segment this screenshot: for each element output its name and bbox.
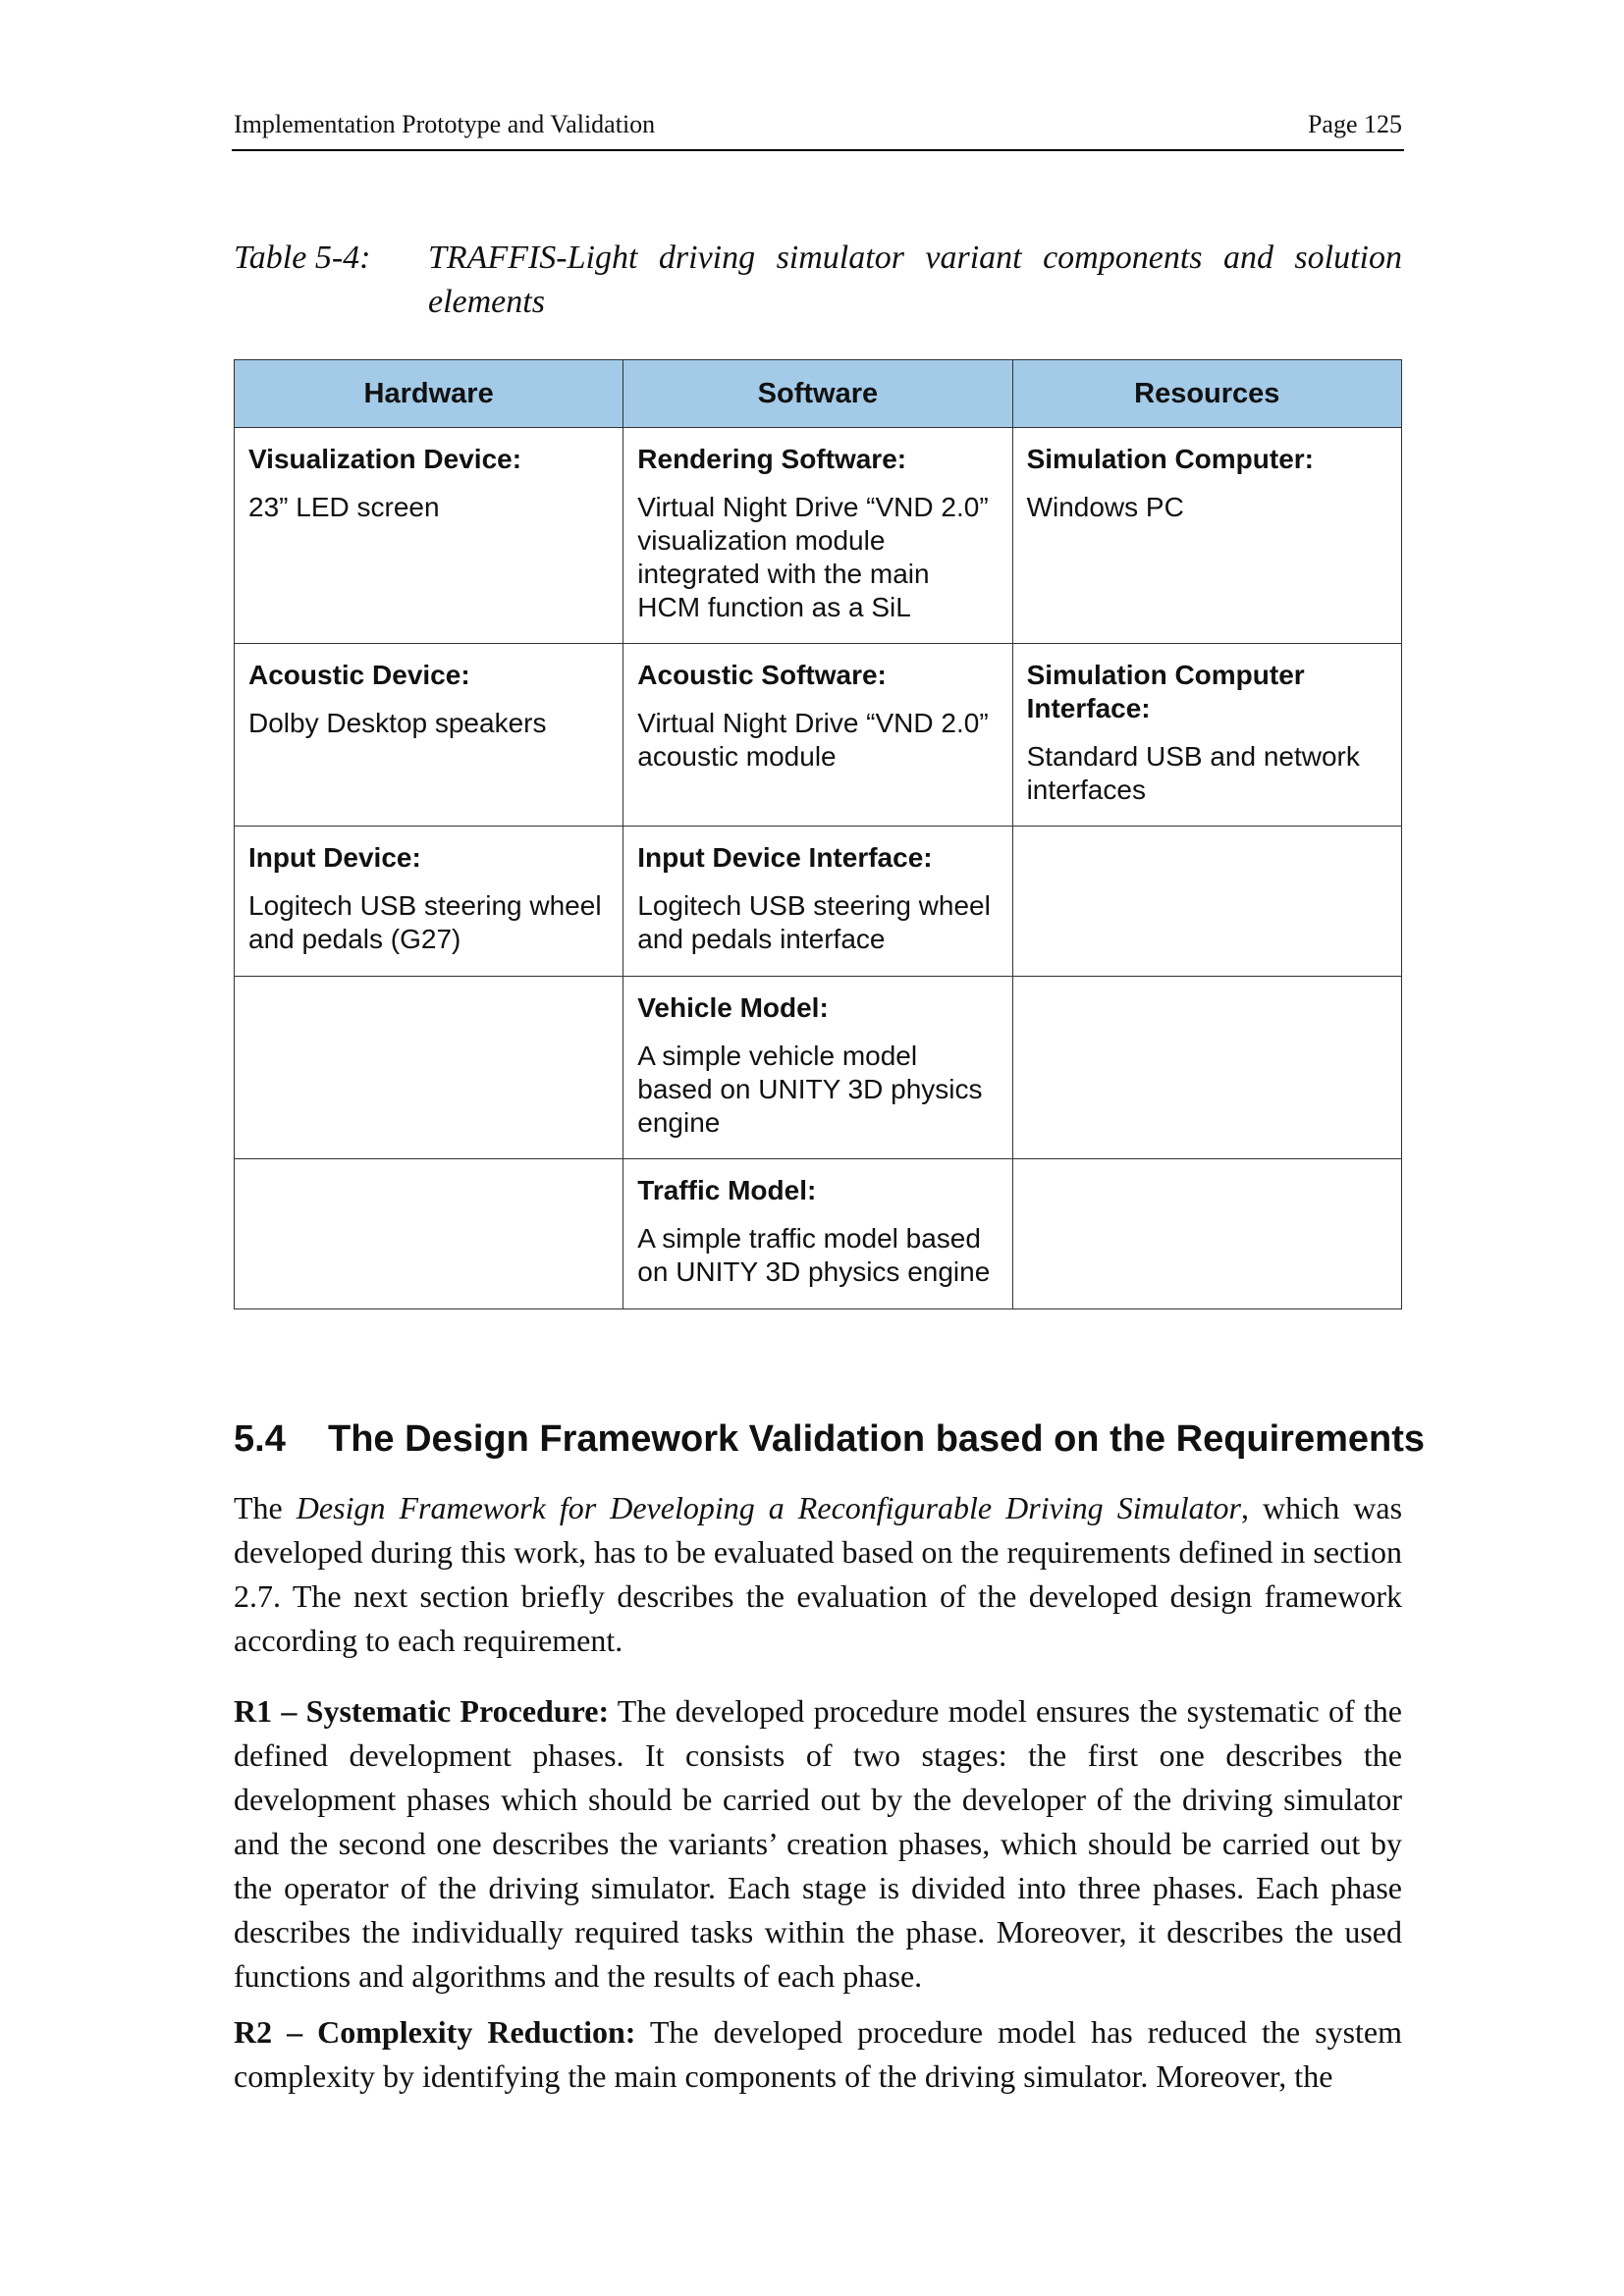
cell-title: Vehicle Model: xyxy=(637,992,829,1023)
page-number: Page 125 xyxy=(1307,110,1402,138)
table-cell xyxy=(235,644,623,827)
table-row xyxy=(235,827,1402,977)
requirement-r1-paragraph xyxy=(234,1689,1402,1999)
cell-title: Simulation Computer: xyxy=(1026,444,1315,474)
section-title: The Design Framework Validation based on the Requirements xyxy=(328,1418,1426,1460)
table-row xyxy=(235,1159,1402,1309)
table-cell xyxy=(235,977,623,1159)
table-cell xyxy=(1012,1159,1401,1309)
table-row xyxy=(235,644,1402,827)
cell-body: Virtual Night Drive “VND 2.0” acoustic module xyxy=(637,708,989,772)
intro-italic-title: Design Framework for Developing a Reconfigurable Driving Simulator xyxy=(296,1490,1241,1525)
column-header-hardware: Hardware xyxy=(235,360,623,428)
table-cell xyxy=(1012,827,1401,977)
cell-body: Logitech USB steering wheel and pedals (G27) xyxy=(248,890,602,954)
intro-paragraph xyxy=(234,1486,1402,1663)
cell-body: A simple vehicle model based on UNITY 3D physics engine xyxy=(637,1041,983,1138)
cell-title: Rendering Software: xyxy=(637,444,907,474)
intro-lead: The xyxy=(234,1490,297,1525)
cell-title: Simulation Computer Interface: xyxy=(1026,660,1305,723)
table-body xyxy=(235,428,1402,1309)
table-cell xyxy=(235,428,623,644)
running-head: Implementation Prototype and Validation xyxy=(234,110,656,138)
table-cell xyxy=(235,827,623,977)
r1-label: R1 – Systematic Procedure: xyxy=(234,1693,610,1729)
cell-body: Standard USB and network interfaces xyxy=(1026,741,1360,805)
table-caption-text: TRAFFIS-Light driving simulator variant components and solution elements xyxy=(428,240,1402,320)
r2-text: The developed procedure model has reduced the system complexity by identifying the main components of the driving simulator. Moreover, the xyxy=(234,2014,1403,2094)
cell-title: Acoustic Device: xyxy=(248,660,470,690)
intro-rest: , which was developed during this work, has to be evaluated based on the requirements defined in section 2.7. The next section briefly describes the evaluation of the developed design framework according to each requirement. xyxy=(234,1490,1403,1658)
cell-body: 23” LED screen xyxy=(248,492,440,522)
cell-body: A simple traffic model based on UNITY 3D physics engine xyxy=(637,1223,991,1287)
column-header-software: Software xyxy=(623,360,1012,428)
r1-text: The developed procedure model ensures the systematic of the defined development phases. It consists of two stages: the first one describes the development phases which should be carried out by the developer of the driving simulator and the second one describes the variants’ creation phases, which should be carried out by the operator of the driving simulator. Each stage is divided into three phases. Each phase describes the individually required tasks within the phase. Moreover, it describes the used functions and algorithms and the results of each phase. xyxy=(234,1693,1402,1994)
table-row xyxy=(235,428,1402,644)
table-cell xyxy=(1012,428,1401,644)
cell-body: Windows PC xyxy=(1026,492,1184,522)
cell-body: Dolby Desktop speakers xyxy=(248,708,547,738)
table-cell xyxy=(1012,977,1401,1159)
table-cell xyxy=(623,827,1012,977)
cell-title: Input Device Interface: xyxy=(637,842,933,873)
table-cell xyxy=(623,644,1012,827)
table-cell xyxy=(623,977,1012,1159)
r2-label: R2 – Complexity Reduction: xyxy=(234,2014,636,2050)
section-number: 5.4 xyxy=(234,1418,286,1460)
page-header xyxy=(232,106,1404,151)
requirement-r2-paragraph xyxy=(234,2010,1402,2099)
cell-title: Traffic Model: xyxy=(637,1175,817,1205)
table-header-row xyxy=(235,360,1402,428)
cell-title: Acoustic Software: xyxy=(637,660,887,690)
table-cell xyxy=(1012,644,1401,827)
table-cell xyxy=(235,1159,623,1309)
table-cell xyxy=(623,1159,1012,1309)
section-heading xyxy=(234,1418,1425,1461)
table-row xyxy=(235,977,1402,1159)
table-cell xyxy=(623,428,1012,644)
components-table xyxy=(234,359,1402,1309)
table-caption-number: Table 5-4: xyxy=(234,240,371,276)
cell-title: Input Device: xyxy=(248,842,421,873)
cell-title: Visualization Device: xyxy=(248,444,522,474)
cell-body: Logitech USB steering wheel and pedals interface xyxy=(637,890,991,954)
cell-body: Virtual Night Drive “VND 2.0” visualization module integrated with the main HCM function as a SiL xyxy=(637,492,989,622)
column-header-resources: Resources xyxy=(1012,360,1401,428)
